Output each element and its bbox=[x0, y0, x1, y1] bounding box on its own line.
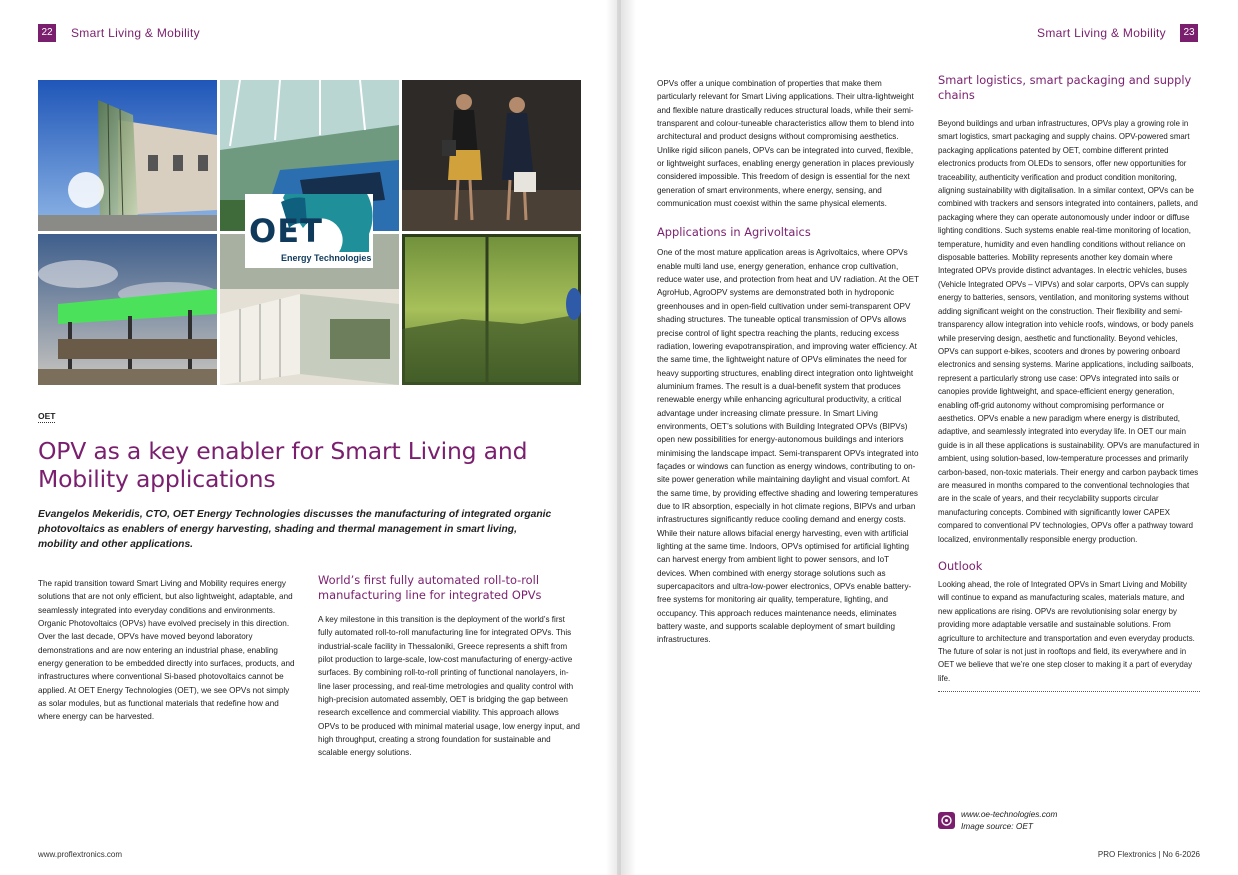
outlook-paragraph: Looking ahead, the role of Integrated OPVs in Smart Living and Mobility will continue to expand as manufacturing scales, materials mature, and new applications are rising. OPVs are revolutionising solar energy by providing more adaptable versatile and sustainable solutions. From agriculture to architecture and transportation and even everyday products. The future of solar is not just in rooftops and field, its everywhere and in OET we believe that we’re one step closer to making it a part of everyday life. bbox=[938, 580, 1195, 683]
opv-properties-paragraph: OPVs offer a unique combination of properties that make them particularly relevant for Smart Living applications. Their ultra-lightweight and flexible nature drastically reduces structural loads, while their semi-transparent and colour-tuneable characteristics allow them to blend into architectural and product designs without compromising aesthetics. Unlike rigid silicon panels, OPVs can be integrated into curved, flexible, or lightweight surfaces, enabling energy generation in places previously considered impossible. This freedom of design is essential for the next generation of smart environments, where energy, sensing, and communication must coexist within the same physical elements. bbox=[657, 79, 914, 209]
photo-semi-transparent-window bbox=[402, 234, 581, 385]
agrivoltaics-paragraph: One of the most mature application areas is Agrivoltaics, where OPVs enable multi land use, energy generation, enhance crop cultivation, reduce water use, and protection from heat and UV radiation. At the OET AgroHub, AgroOPV systems are demonstrated both in hydroponic greenhouses and in open-field cultivation under semi-transparent OPV shading structures. The tuneable optical transmission of OPVs allows precise control of light spectra reaching the plants, reducing excess radiation, lowering evapotranspiration, and improving water efficiency. At the same time, the lightweight nature of OPVs eliminates the need for heavy supporting structures, enabling direct integration onto lightweight aluminium frames. The result is a dual-benefit system that produces renewable energy while enhancing agricultural productivity, a critical advantage under increasing climate pressure. In Smart Living environments, OET’s solutions with Building Integrated OPVs (BIPVs) open new possibilities for energy-autonomous buildings and interiors minimising the landscape impact. Semi-transparent OPVs integrated into façades or windows can function as energy windows, contributing to on-site power generation while maintaining daylight and visual comfort. At the same time, by providing effective shading and lowering temperatures due to IR absorption, especially in hot climate regions, BIPVs and urban infrastructures significantly reduce cooling demand and energy costs. While their nature allows bifacial energy harvesting, even with artificial lighting at the same time. Indoors, OPVs optimised for artificial lighting can harvest energy from ambient light to power sensors, and IoT devices. When combined with energy storage solutions such as supercapacitors and ultra-low-power electronics, OPVs enable battery-free systems for monitoring air quality, temperature, lighting, and occupancy. This approach reduces maintenance needs, eliminates battery waste, and supports scalable deployment of smart building infrastructures. bbox=[657, 248, 919, 645]
section-heading-agrivoltaics: Applications in Agrivoltaics bbox=[657, 225, 811, 240]
page-number: 22 bbox=[38, 24, 56, 42]
manufacturing-column bbox=[318, 573, 580, 760]
section-label: Smart Living & Mobility bbox=[71, 26, 200, 40]
article-headline: OPV as a key enabler for Smart Living and Mobility applications bbox=[38, 437, 528, 493]
credits bbox=[961, 808, 1057, 832]
website-link[interactable]: www.oe-technologies.com bbox=[961, 809, 1058, 819]
section-label-right: Smart Living & Mobility bbox=[1037, 26, 1166, 40]
opv-properties-column bbox=[657, 77, 921, 647]
intro-column bbox=[38, 577, 300, 724]
logistics-paragraph: Beyond buildings and urban infrastructures, OPVs play a growing role in smart logistics, smart packaging and supply chains. OPV-powered smart packaging applications patented by OET, combine different printed electronics products from OLEDs to sensors, offer new opportunities for traceability, authenticity verification and product condition monitoring, aligning sustainability with digitalisation. In a similar context, OPVs can be combined with trackers and sensors integrated into containers, pallets, and packaging where they can operate autonomously under indoor or diffuse lighting conditions. Such systems enable real-time monitoring of location, temperature, humidity and even handling conditions without reliance on disposable batteries. Mobility represents another key domain where Integrated OPVs provide distinct advantages. In electric vehicles, buses (Vehicle Integrated OPVs – VIPVs) and solar carports, OPVs can supply energy to batteries, sensors, ventilation, and monitoring systems without adding significant weight on the construction. Their flexibility and semi-transparency allow integration into vehicle roofs, windows, or body panels while preserving design, aesthetic and functionality. Beyond vehicles, OPVs can support e-bikes, scooters and drones by powering onboard electronics and sensing systems. Marine applications, including sailboats, represent a particularly strong use case: OPVs integrated into sails or canopies provide lightweight, and space-efficient energy generation, enabling off-grid autonomy without compromising performance or aesthetics. OPVs enable a new paradigm where energy is distributed, adaptive, and seamlessly integrated into everyday life. In OET our main guide is in all these applications is sustainability. OPVs are manufactured in ambient, using solution-based, low-temperature processes and primarily carbon-based, non-toxic materials. Their energy and carbon payback times are measured in months compared to the conventional technologies that are in the scale of years, and their recyclability supports circular manufacturing concepts. Combined with significantly lower CAPEX compared to conventional PV technologies, OPVs offer a pathway toward localized, environmentally responsible energy production. bbox=[938, 119, 1200, 544]
photo-building-opv-facade bbox=[38, 80, 217, 231]
article-lead: Evangelos Mekeridis, CTO, OET Energy Technologies discusses the manufacturing of integrated organic photovoltaics as enablers of energy harvesting, shading and thermal management in smart living, mobility and other applications. bbox=[38, 509, 552, 550]
photo-green-pergola bbox=[38, 234, 217, 385]
logo-wordmark: OET bbox=[249, 212, 323, 250]
left-footer-website: www.proflextronics.com bbox=[38, 850, 123, 859]
web-link-icon bbox=[938, 812, 955, 829]
section-heading-manufacturing: World’s first fully automated roll-to-roll manufacturing line for integrated OPVs bbox=[318, 573, 542, 602]
divider bbox=[938, 691, 1200, 692]
right-footer-issue: PRO Flextronics | No 6-2026 bbox=[1097, 850, 1200, 859]
logo-subtitle: Energy Technologies bbox=[281, 253, 372, 263]
manufacturing-paragraph: A key milestone in this transition is the deployment of the world’s first fully automated roll-to-roll manufacturing line for integrated OPVs. This industrial-scale facility in Thessaloniki, Greece represents a shift from pilot production to large-scale, low-cost manufacturing of energy-active surfaces. By combining roll-to-roll printing of functional nanolayers, in-line laser processing, and real-time metrologies and quality control with high-precision automated assembly, OET is bridging the gap between research excellence and commercial viability. This approach allows OPVs to be produced with minimal material usage, low energy input, and high throughput, creating a strong foundation for sustainable and scalable energy solutions. bbox=[318, 615, 580, 758]
section-heading-outlook: Outlook bbox=[938, 559, 983, 573]
right-page bbox=[621, 0, 1238, 875]
intro-paragraph: The rapid transition toward Smart Living and Mobility requires energy solutions that are not only efficient, but also lightweight, adaptable, and seamlessly integrated into everyday conditions and environments. Organic Photovoltaics (OPVs) have evolved precisely in this direction. Over the last decade, OPVs have moved beyond laboratory demonstrations and are now entering an industrial phase, enabling energy generation to be embedded directly into surfaces, products, and infrastructures where conventional Si-based photovoltaics cannot be applied. At OET Energy Technologies (OET), we see OPVs not simply as solar modules, but as functional materials that redefine how and where energy can be harvested. bbox=[38, 579, 295, 722]
page-number-right: 23 bbox=[1180, 24, 1198, 42]
left-page bbox=[0, 0, 617, 875]
photo-models-opv-bags bbox=[402, 80, 581, 231]
image-source: Image source: OET bbox=[961, 821, 1033, 831]
logistics-column bbox=[938, 73, 1200, 692]
company-tag: OET bbox=[38, 411, 56, 421]
oet-logo bbox=[245, 194, 373, 268]
section-heading-logistics: Smart logistics, smart packaging and supply chains bbox=[938, 73, 1192, 102]
